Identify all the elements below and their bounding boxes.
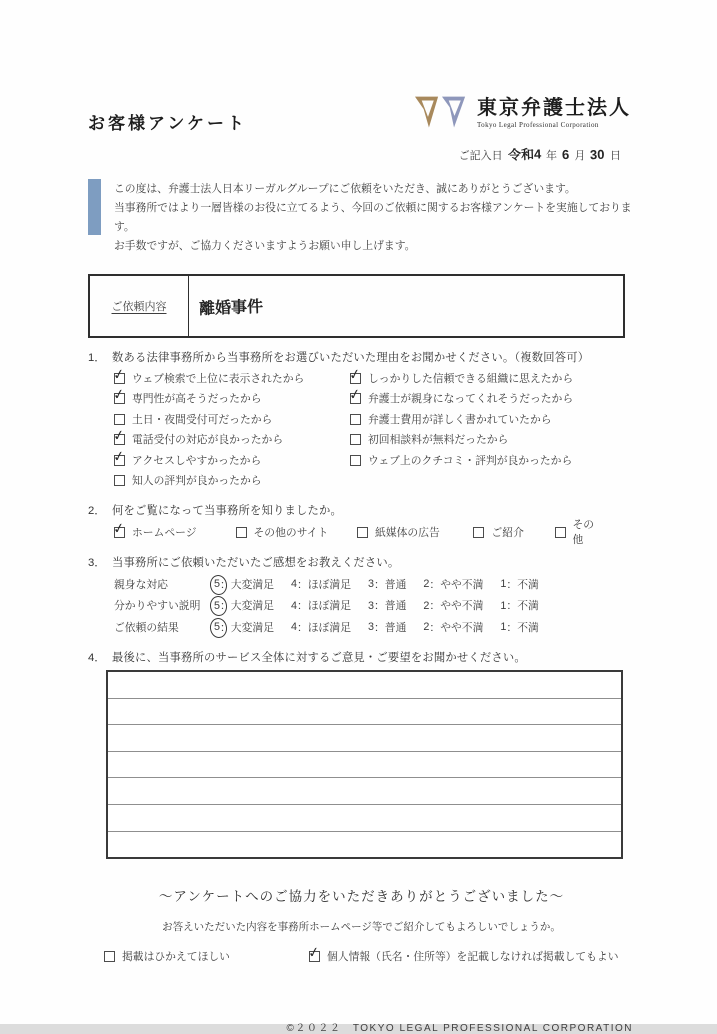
checked-checkbox-icon[interactable] (114, 455, 125, 466)
checkbox-option[interactable] (114, 389, 350, 410)
checkbox-option[interactable] (350, 368, 573, 389)
question-number: 3． (88, 556, 106, 569)
request-content-label: ご依頼内容 (90, 276, 189, 336)
rating-option-label: ：不満 (506, 578, 539, 591)
unchecked-checkbox-icon[interactable] (236, 527, 247, 538)
rating-number[interactable]: 3 (368, 578, 375, 591)
selected-rating-circle[interactable]: 5 (214, 599, 221, 612)
checkbox-label: ご紹介 (491, 526, 524, 539)
rating-option[interactable] (368, 577, 406, 592)
question-number: 2． (88, 505, 106, 517)
thanks-message: ～アンケートへのご協力をいただきありがとうございました～ (158, 889, 565, 905)
checkbox-label: ウェブ上のクチコミ・評判が良かったから (368, 454, 573, 467)
unchecked-checkbox-icon[interactable] (104, 951, 115, 962)
rating-option-label: ：ほぼ満足 (297, 578, 351, 591)
question-2-heading (88, 503, 635, 519)
checkbox-label: ホームページ (132, 526, 197, 539)
comment-line[interactable] (108, 805, 621, 832)
rating-option[interactable] (368, 598, 406, 613)
unchecked-checkbox-icon[interactable] (350, 414, 361, 425)
publish-permission-options (104, 946, 635, 967)
question-text: 何をご覧になって当事務所を知りましたか。 (112, 505, 342, 517)
intro-line: 当事務所ではより一層皆様のお役に立てるよう、今回のご依頼に関するお客様アンケートを実施しております。 (114, 202, 632, 233)
rating-number[interactable]: 4 (291, 578, 298, 591)
checkbox-option[interactable] (357, 522, 451, 543)
checkbox-label: 紙媒体の広告 (375, 526, 440, 539)
checked-checkbox-icon[interactable] (114, 373, 125, 384)
comment-line[interactable] (108, 725, 621, 752)
rating-option-label: ：ほぼ満足 (297, 600, 351, 613)
selected-rating-circle[interactable]: 5 (214, 621, 221, 634)
checkbox-label: 弁護士費用が詳しく書かれていたから (368, 413, 552, 426)
checked-checkbox-icon[interactable] (350, 393, 361, 404)
checkbox-label: アクセスしやすかったから (132, 454, 262, 467)
checkbox-label: 専門性が高そうだったから (132, 393, 262, 406)
company-name-english: Tokyo Legal Professional Corporation (477, 121, 599, 129)
rating-number[interactable]: 4 (291, 599, 298, 612)
comment-line[interactable] (108, 752, 621, 779)
checked-checkbox-icon[interactable] (309, 951, 320, 962)
unchecked-checkbox-icon[interactable] (555, 527, 566, 538)
question-text: 数ある法律事務所から当事務所をお選びいただいた理由をお聞かせください。（複数回答可） (112, 352, 590, 364)
fill-in-date (88, 144, 635, 163)
checkbox-option[interactable] (114, 522, 214, 543)
rating-option[interactable] (214, 598, 274, 613)
rating-number[interactable]: 1 (500, 578, 507, 591)
checkbox-option[interactable] (350, 430, 573, 451)
checkbox-option[interactable] (236, 522, 336, 543)
rating-option-label: ：やや不満 (429, 578, 484, 591)
unchecked-checkbox-icon[interactable] (350, 434, 361, 445)
checkbox-option[interactable] (114, 409, 350, 430)
question-number: 1． (88, 352, 106, 364)
rating-option-label: ：普通 (374, 600, 407, 613)
rating-number[interactable]: 2 (423, 578, 430, 591)
comment-line[interactable] (108, 672, 621, 699)
rating-option[interactable] (500, 598, 538, 613)
company-name: 東京弁護士法人 (477, 97, 631, 119)
rating-option[interactable] (423, 598, 483, 613)
rating-option[interactable] (291, 620, 351, 635)
rating-option[interactable] (423, 620, 483, 635)
rating-option-label: ：大変満足 (220, 578, 274, 591)
checkbox-label: しっかりした信頼できる組織に思えたから (368, 372, 574, 385)
rating-number[interactable]: 1 (500, 599, 507, 612)
rating-option[interactable] (214, 620, 274, 635)
checkbox-label: 電話受付の対応が良かったから (132, 434, 284, 447)
copyright-footer: ©２０２２ TOKYO LEGAL PROFESSIONAL CORPORATION (286, 1022, 633, 1034)
rating-number[interactable]: 3 (368, 599, 375, 612)
date-month-handwritten[interactable]: 6 (561, 146, 570, 163)
intro-line: この度は、弁護士法人日本リーガルグループにご依頼をいただき、誠にありがとうございます。 (114, 183, 576, 195)
unchecked-checkbox-icon[interactable] (357, 527, 368, 538)
checkbox-label: 土日・夜間受付可だったから (132, 413, 273, 426)
checkbox-label: 掲載はひかえてほしい (122, 950, 230, 963)
date-month-suffix: 月 (574, 150, 586, 162)
request-content-value[interactable]: 離婚事件 (198, 298, 264, 318)
question-4-heading (88, 650, 635, 666)
rating-option-label: ：普通 (374, 621, 407, 634)
rating-option-label: ：普通 (374, 578, 407, 591)
question-2-options (114, 519, 635, 547)
checkbox-option[interactable] (350, 409, 573, 430)
comment-line[interactable] (108, 832, 621, 858)
checkbox-option[interactable] (350, 450, 573, 471)
date-era-handwritten[interactable]: 令和4 (507, 146, 542, 163)
rating-row (114, 574, 635, 596)
rating-option[interactable] (291, 598, 351, 613)
rating-number[interactable]: 3 (368, 621, 375, 634)
comment-box[interactable] (106, 670, 623, 859)
rating-row-label: 親身な対応 (114, 578, 168, 591)
checkbox-option[interactable] (114, 430, 350, 451)
checkbox-label: 初回相談料が無料だったから (368, 434, 509, 447)
rating-option[interactable] (500, 620, 538, 635)
question-1-options (114, 368, 635, 491)
checked-checkbox-icon[interactable] (114, 434, 125, 445)
question-1-left-column (114, 368, 350, 491)
intro-line: お手数ですが、ご協力くださいますようお願い申し上げます。 (114, 240, 416, 252)
rating-row (114, 617, 635, 639)
comment-line[interactable] (108, 699, 621, 726)
header (88, 95, 635, 134)
rating-option[interactable] (500, 577, 538, 592)
checkbox-option[interactable] (114, 471, 350, 492)
unchecked-checkbox-icon[interactable] (350, 455, 361, 466)
rating-option-label: ：やや不満 (429, 600, 484, 613)
checkbox-option[interactable] (309, 946, 619, 967)
intro-text (114, 179, 635, 256)
checkbox-label: その他 (572, 519, 595, 547)
checkbox-option[interactable] (473, 522, 532, 543)
unchecked-checkbox-icon[interactable] (114, 414, 125, 425)
rating-number[interactable]: 1 (500, 621, 507, 634)
rating-row-label: 分かりやすい説明 (114, 600, 201, 613)
question-text: 当事務所にご依頼いただいたご感想をお教えください。 (112, 556, 400, 569)
rating-row-label: ご依頼の結果 (114, 621, 179, 634)
checked-checkbox-icon[interactable] (114, 527, 125, 538)
checkbox-option[interactable] (114, 368, 350, 389)
page-title: お客様アンケート (88, 114, 247, 133)
checkbox-label: 弁護士が親身になってくれそうだったから (368, 393, 574, 406)
rating-option-label: ：大変満足 (220, 621, 274, 634)
rating-number[interactable]: 2 (423, 599, 430, 612)
publish-permission-question: お答えいただいた内容を事務所ホームページ等でご紹介してもよろしいでしょうか。 (162, 921, 561, 934)
question-3-heading (88, 555, 635, 571)
checked-checkbox-icon[interactable] (114, 393, 125, 404)
question-1-right-column (350, 368, 573, 491)
question-text: 最後に、当事務所のサービス全体に対するご意見・ご要望をお聞かせください。 (112, 652, 526, 664)
rating-option[interactable] (423, 577, 483, 592)
date-day-suffix: 日 (610, 150, 621, 162)
intro-accent-bar (88, 179, 101, 235)
checkbox-option[interactable] (555, 519, 598, 547)
checkbox-label: その他のサイト (253, 526, 329, 539)
date-day-handwritten[interactable]: 30 (590, 146, 606, 163)
comment-line[interactable] (108, 778, 621, 805)
intro-block (88, 179, 635, 256)
rating-option[interactable] (368, 620, 406, 635)
rating-option-label: ：ほぼ満足 (297, 621, 351, 634)
checked-checkbox-icon[interactable] (350, 373, 361, 384)
rating-option-label: ：大変満足 (220, 600, 274, 613)
company-logo (414, 95, 631, 131)
question-number: 4． (88, 652, 106, 664)
rating-option-label: ：やや不満 (429, 621, 484, 634)
rating-option-label: ：不満 (506, 621, 539, 634)
rating-row (114, 595, 635, 617)
checkbox-option[interactable] (350, 389, 573, 410)
unchecked-checkbox-icon[interactable] (114, 475, 125, 486)
logo-mark-icon (414, 95, 468, 131)
unchecked-checkbox-icon[interactable] (473, 527, 484, 538)
selected-rating-circle[interactable]: 5 (214, 578, 221, 591)
rating-option-label: ：不満 (506, 600, 539, 613)
question-1-heading (88, 350, 635, 366)
rating-number[interactable]: 4 (291, 621, 298, 634)
date-year-suffix: 年 (546, 150, 558, 162)
checkbox-label: 個人情報（氏名・住所等）を記載しなければ掲載してもよい (327, 950, 619, 963)
checkbox-option[interactable] (114, 450, 350, 471)
date-label: ご記入日 (458, 150, 503, 162)
rating-number[interactable]: 2 (423, 621, 430, 634)
checkbox-label: ウェブ検索で上位に表示されたから (132, 372, 305, 385)
checkbox-label: 知人の評判が良かったから (132, 475, 262, 488)
checkbox-option[interactable] (104, 946, 309, 967)
request-content-box (88, 274, 625, 338)
question-3-rating-rows (114, 574, 635, 639)
logo-text (477, 97, 631, 129)
rating-option[interactable] (214, 577, 274, 592)
rating-option[interactable] (291, 577, 351, 592)
